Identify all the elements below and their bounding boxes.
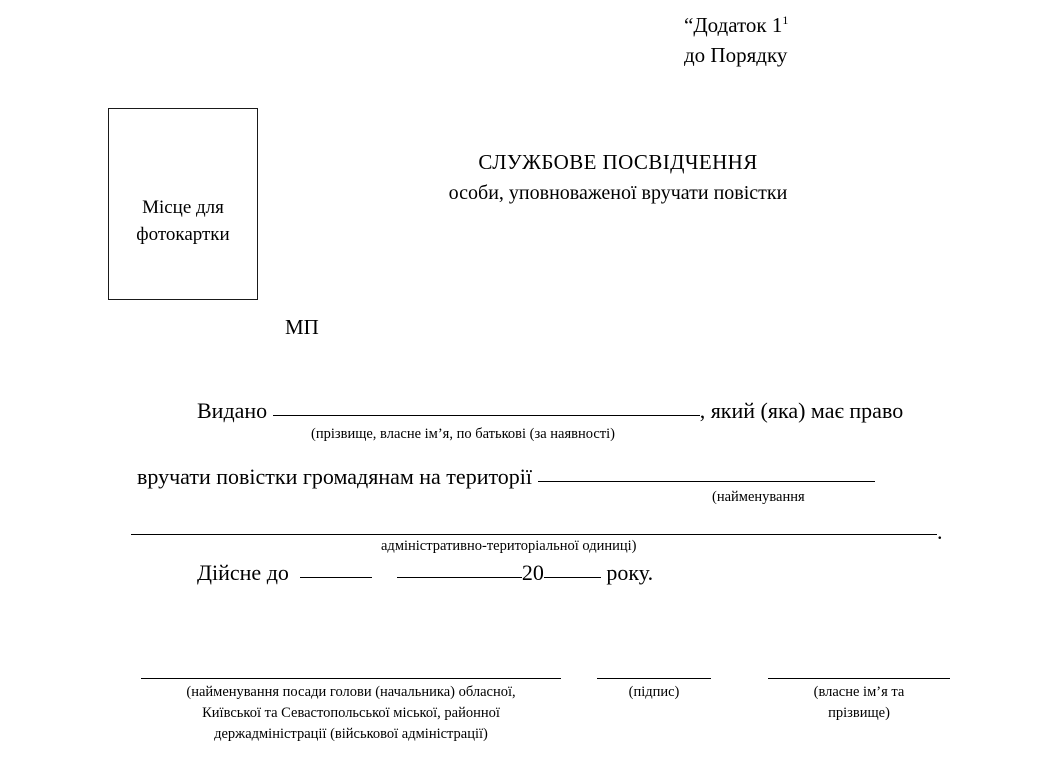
appendix-title-text: “Додаток 1: [684, 13, 783, 37]
photo-placeholder-line-2: фотокартки: [136, 224, 230, 245]
admin-unit-input[interactable]: [131, 534, 937, 535]
signer-name-caption-line-1: (власне ім’я та: [813, 684, 905, 700]
photo-placeholder-line-1: Місце для: [142, 197, 224, 218]
document-title: СЛУЖБОВЕ ПОСВІДЧЕННЯ: [478, 150, 758, 174]
issued-to-input[interactable]: [273, 400, 700, 416]
position-signature-rule[interactable]: [141, 678, 561, 679]
signer-name-caption: [768, 682, 950, 724]
valid-until-line: [197, 560, 653, 586]
appendix-footnote-marker: 1: [782, 13, 789, 27]
stamp-place-mark: МП: [285, 315, 319, 339]
appendix-reference-line: до Порядку: [684, 43, 788, 67]
position-caption-line-3: держадміністрації (військової адміністрації): [214, 726, 488, 742]
position-signature-caption: [131, 682, 571, 745]
signer-name-rule[interactable]: [768, 678, 950, 679]
appendix-title-line: [684, 10, 1024, 40]
issued-to-suffix: , який (яка) має право: [699, 398, 904, 423]
position-caption-line-1: (найменування посади голови (начальника) обласної,: [186, 684, 516, 700]
territory-input[interactable]: [538, 466, 875, 482]
territory-label: вручати повістки громадянам на території: [137, 464, 533, 489]
appendix-reference-block: [684, 10, 1024, 70]
valid-until-year-prefix: 20: [521, 560, 544, 585]
issued-to-caption: (прізвище, власне ім’я, по батькові (за наявності): [311, 426, 615, 442]
territory-caption: (найменування: [712, 489, 805, 505]
signature-rule[interactable]: [597, 678, 711, 679]
admin-unit-caption: адміністративно-територіальної одиниці): [381, 538, 637, 554]
issued-to-line: [197, 398, 903, 424]
signature-caption: (підпис): [628, 684, 680, 700]
valid-until-day-input[interactable]: [300, 562, 372, 578]
photo-placeholder-box: [108, 108, 258, 300]
valid-until-year-input[interactable]: [544, 562, 601, 578]
position-caption-line-2: Київської та Севастопольської міської, районної: [202, 705, 500, 721]
valid-until-label: Дійсне до: [197, 560, 289, 585]
valid-until-month-input[interactable]: [397, 562, 522, 578]
issued-to-label: Видано: [197, 398, 268, 423]
document-subtitle: особи, уповноваженої вручати повістки: [448, 182, 788, 204]
photo-placeholder-label: [109, 194, 257, 248]
valid-until-suffix: року.: [606, 560, 654, 585]
admin-unit-terminator: .: [937, 519, 943, 544]
territory-line: [137, 464, 875, 490]
signer-name-caption-line-2: прізвище): [828, 705, 890, 721]
